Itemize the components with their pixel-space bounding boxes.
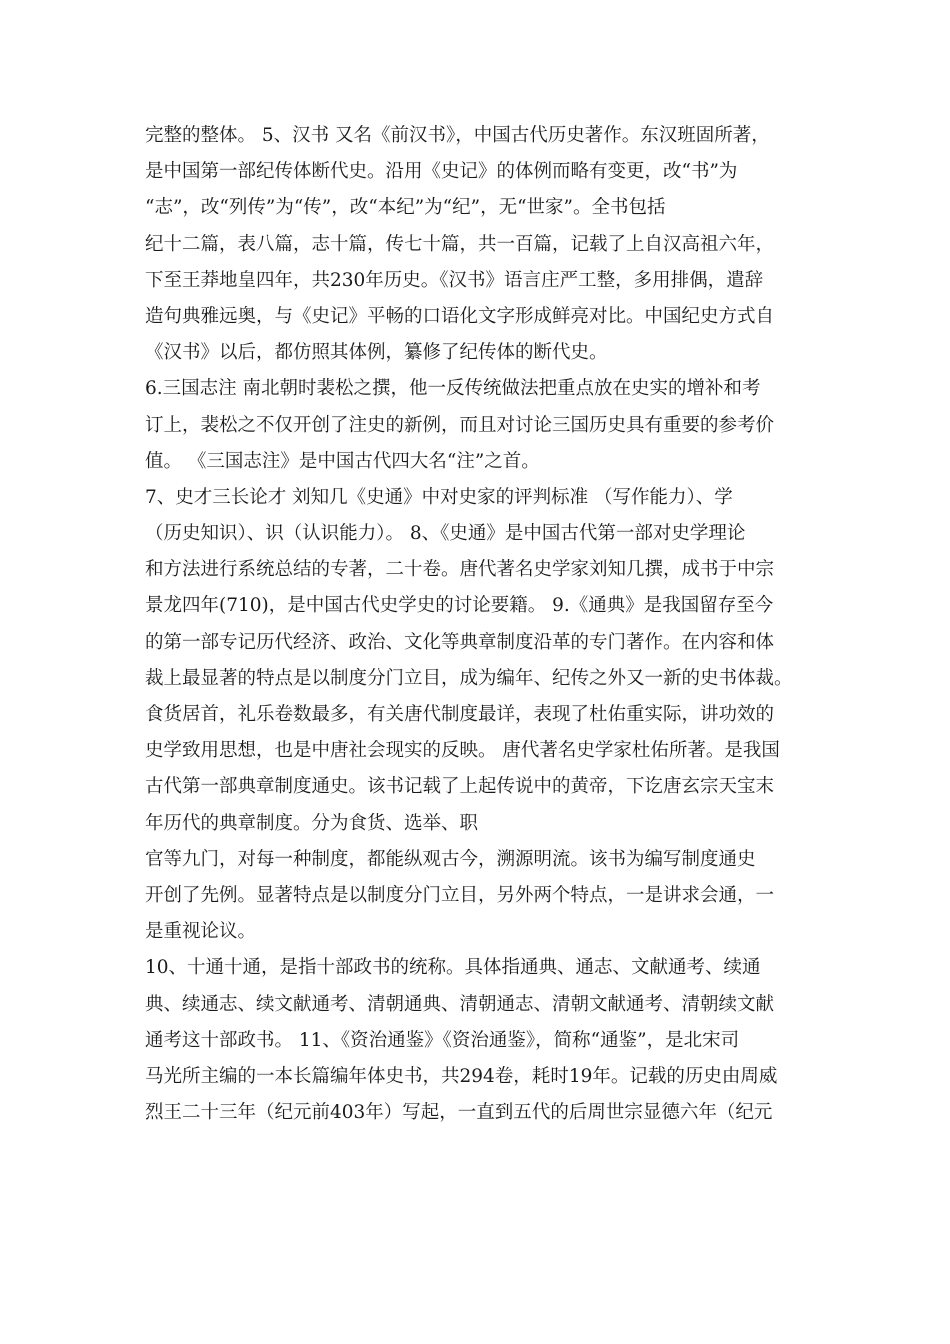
text-line: 7、史才三长论才 刘知几《史通》中对史家的评判标准 （写作能力）、学 [145, 486, 733, 508]
text-line: 烈王二十三年（纪元前403年）写起，一直到五代的后周世宗显德六年（纪元 [145, 1102, 773, 1124]
text-line: 6.三国志注 南北朝时裴松之撰，他一反传统做法把重点放在史实的增补和考 [145, 378, 761, 400]
text-line: 开创了先例。显著特点是以制度分门立目，另外两个特点，一是讲求会通，一 [145, 884, 775, 906]
text-line: 纪十二篇，表八篇，志十篇，传七十篇，共一百篇，记载了上自汉高祖六年， [145, 233, 775, 255]
text-line: （历史知识）、识（认识能力）。 8、《史通》是中国古代第一部对史学理论 [145, 523, 746, 545]
text-line: “志”，改“列传”为“传”，改“本纪”为“纪”，无“世家”。全书包括 [145, 197, 666, 219]
text-line: 是中国第一部纪传体断代史。沿用《史记》的体例而略有变更，改“书”为 [145, 161, 738, 183]
text-line: 景龙四年(710)，是中国古代史学史的讨论要籍。 9.《通典》是我国留存至今 [145, 595, 774, 617]
text-line: 下至王莽地皇四年，共230年历史。《汉书》语言庄严工整，多用排偶，遣辞 [145, 269, 764, 291]
text-line: 官等九门，对每一种制度，都能纵观古今，溯源明流。该书为编写制度通史 [145, 848, 756, 870]
text-line: 订上，裴松之不仅开创了注史的新例，而且对讨论三国历史具有重要的参考价 [145, 414, 775, 436]
text-line: 年历代的典章制度。分为食货、选举、职 [145, 812, 479, 834]
text-line: 马光所主编的一本长篇编年体史书，共294卷，耗时19年。记载的历史由周威 [145, 1065, 778, 1087]
text-line: 古代第一部典章制度通史。该书记载了上起传说中的黄帝，下讫唐玄宗天宝末 [145, 776, 775, 798]
text-line: 值。 《三国志注》是中国古代四大名“注”之首。 [145, 450, 540, 472]
text-line: 和方法进行系统总结的专著，二十卷。唐代著名史学家刘知几撰，成书于中宗 [145, 559, 775, 581]
text-line: 造句典雅远奥，与《史记》平畅的口语化文字形成鲜亮对比。中国纪史方式自 [145, 305, 775, 327]
text-line: 的第一部专记历代经济、政治、文化等典章制度沿革的专门著作。在内容和体 [145, 631, 775, 653]
text-line: 通考这十部政书。 11、《资治通鉴》《资治通鉴》，简称“通鉴”，是北宋司 [145, 1029, 740, 1051]
text-line: 10、十通十通，是指十部政书的统称。具体指通典、通志、文献通考、续通 [145, 957, 761, 979]
text-line: 是重视论议。 [145, 921, 257, 943]
text-line: 史学致用思想，也是中唐社会现实的反映。 唐代著名史学家杜佑所著。是我国 [145, 740, 780, 762]
text-line: 完整的整体。 5、汉书 又名《前汉书》，中国古代历史著作。东汉班固所著， [145, 125, 770, 146]
text-line: 《汉书》以后，都仿照其体例，纂修了纪传体的断代史。 [145, 342, 608, 364]
document-body [145, 118, 815, 1131]
text-line: 食货居首，礼乐卷数最多，有关唐代制度最详，表现了杜佑重实际，讲功效的 [145, 704, 775, 725]
text-line: 裁上最显著的特点是以制度分门立目，成为编年、纪传之外又一新的史书体裁。 [145, 667, 793, 689]
text-line: 典、续通志、续文献通考、清朝通典、清朝通志、清朝文献通考、清朝续文献 [145, 993, 775, 1015]
